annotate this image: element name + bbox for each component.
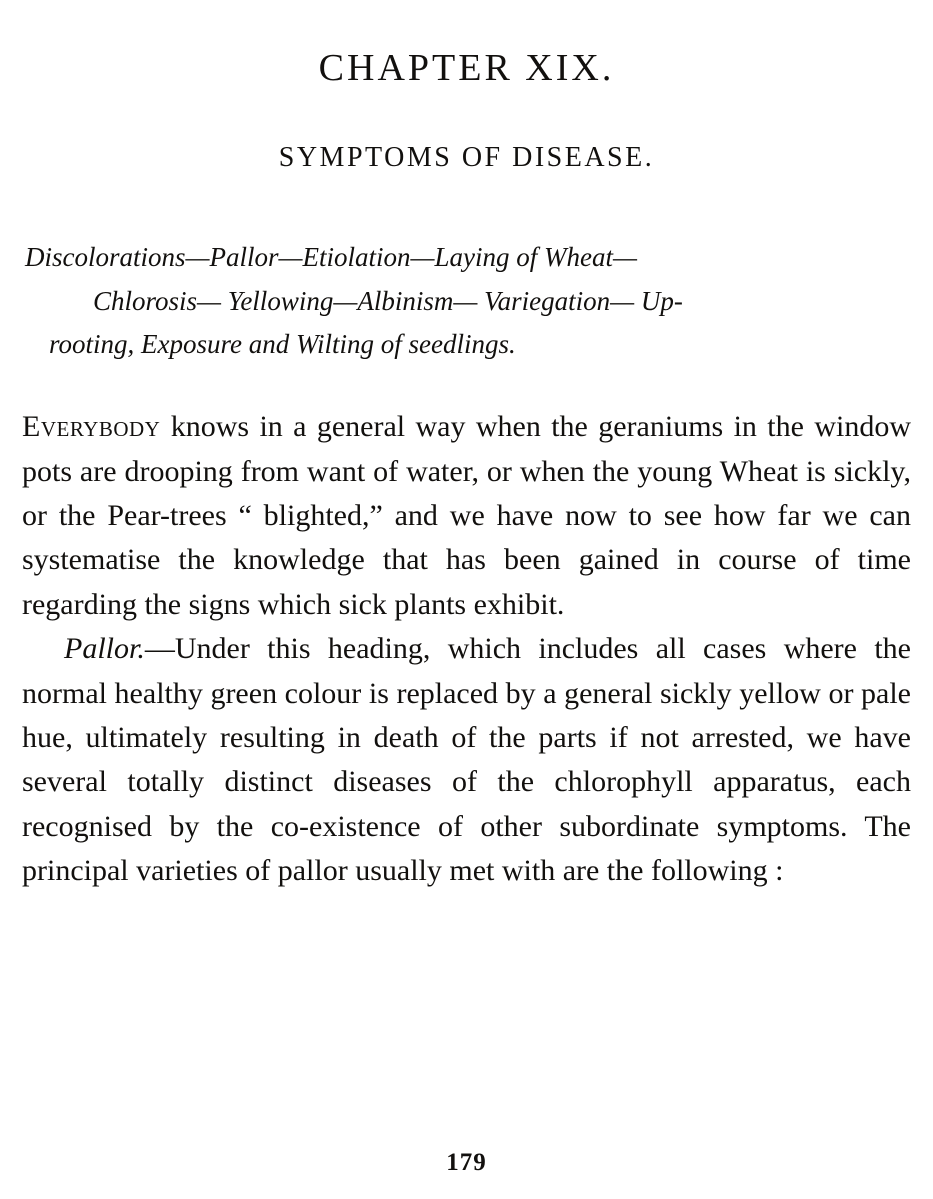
body-text (22, 405, 911, 893)
page-number: 179 (446, 1149, 487, 1176)
chapter-subtitle: SYMPTOMS OF DISEASE. (278, 142, 655, 173)
chapter-synopsis (25, 236, 908, 367)
synopsis-line: rooting, Exposure and Wilting of seedlings. (49, 329, 516, 360)
chapter-title: CHAPTER XIX. (318, 47, 615, 89)
paragraph-lead-italic: Pallor. (64, 632, 145, 666)
synopsis-line: Discolorations—Pallor—Etiolation—Laying of Wheat— (25, 242, 638, 272)
paragraph (22, 627, 911, 893)
paragraph (22, 405, 911, 627)
synopsis-line: Chlorosis— Yellowing—Albinism— Variegation— Up- (93, 285, 683, 316)
paragraph-lead-smallcaps: Everybody (22, 410, 161, 444)
paragraph-text: knows in a general way when the geraniums in the window pots are drooping from want of water, or when the young Wheat is sickly, or the Pear-trees “ blighted,” and we have now to see how far we can systematise the knowledge that has been gained in course of time regarding the signs which sick plants exhibit. (22, 410, 911, 621)
paragraph-text: —Under this heading, which includes all cases where the normal healthy green colour is replaced by a general sickly yellow or pale hue, ultimately resulting in death of the parts if not arrested, we have several totally distinct diseases of the chlorophyll apparatus, each recognised by the co-existence of other subordinate symptoms. The principal varieties of pallor usually met with are the following : (22, 632, 911, 888)
